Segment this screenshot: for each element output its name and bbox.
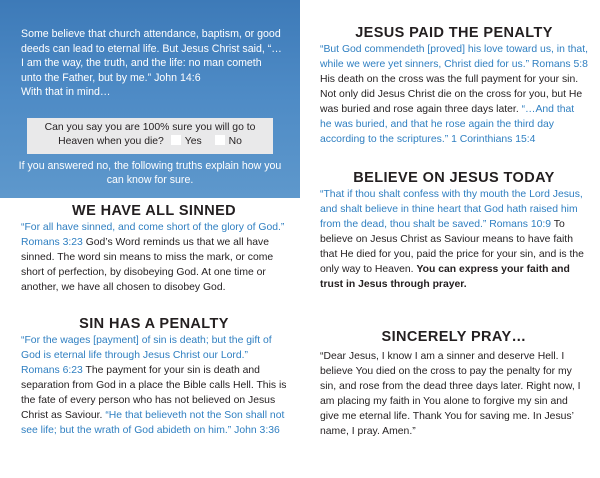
section-jesus-paid-the-penalty: [320, 25, 588, 147]
intro-banner: [0, 0, 300, 198]
scripture-quote-2: “He that believeth not the Son shall not see life; but the wrath of God abideth on him.” John 3:36: [21, 410, 285, 436]
intro-paragraph: Some believe that church attendance, baptism, or good deeds can lead to eternal life. But Jesus Christ said, “…I am the way, the truth, and the life: no man cometh unto the Father, but by me.” John 14:6: [21, 28, 282, 84]
scripture-quote: “That if thou shalt confess with thy mouth the Lord Jesus, and shalt believe in thine heart that God hath raised him from the dead, thou shalt be saved.” Romans 10:9: [320, 189, 583, 230]
explanation-text: The payment for your sin is death and separation from God in a place the Bible calls Hell. This is the fate of every person who has not believed on Jesus Christ as Saviour.: [21, 365, 287, 421]
section-body: [21, 333, 287, 438]
explanation-text: God’s Word reminds us that we all have sinned. The word sin means to miss the mark, or come short of perfection, by disobeying God. At one time or another, we have all chosen to disobey God.: [21, 237, 274, 293]
section-body: [320, 187, 588, 292]
intro-text: [21, 27, 283, 100]
section-heading: JESUS PAID THE PENALTY: [355, 25, 553, 41]
assurance-question-box: [27, 118, 273, 154]
no-label: No: [228, 136, 242, 147]
yes-checkbox[interactable]: [171, 135, 181, 145]
yes-label: Yes: [184, 136, 202, 147]
scripture-quote: “For the wages [payment] of sin is death; but the gift of God is eternal life through Jesus Christ our Lord.” Romans 6:23: [21, 335, 272, 376]
section-sin-has-a-penalty: [21, 316, 287, 438]
prayer-invitation: You can express your faith and trust in Jesus through prayer.: [320, 264, 570, 290]
section-believe-on-jesus-today: [320, 170, 588, 292]
scripture-quote-2: “…And that he was buried, and that he rose again the third day according to the scriptures.” 1 Corinthians 15:4: [320, 104, 575, 145]
explanation-text: His death on the cross was the full payment for your sin. Not only did Jesus Christ die on the cross for you, but He was buried and rose again three days later.: [320, 74, 583, 115]
section-body: [320, 42, 588, 147]
section-we-have-all-sinned: [21, 203, 287, 295]
section-heading: BELIEVE ON JESUS TODAY: [353, 170, 555, 186]
answer-note: If you answered no, the following truths explain how you can know for sure.: [18, 160, 282, 186]
scripture-quote: “But God commendeth [proved] his love toward us, in that, while we were yet sinners, Christ died for us.” Romans 5:8: [320, 44, 588, 70]
section-heading: SINCERELY PRAY…: [381, 329, 527, 345]
sample-prayer: “Dear Jesus, I know I am a sinner and deserve Hell. I believe You died on the cross to pay the penalty for my sin, and rose from the dead three days later. Right now, I am placing my faith in You alone to forgive my sin and give me eternal life. Thank You for saving me. In Jesus’ name, I pray. Amen.”: [320, 351, 581, 437]
section-heading: WE HAVE ALL SINNED: [71, 203, 237, 219]
section-heading: SIN HAS A PENALTY: [79, 316, 229, 332]
intro-transition: With that in mind…: [21, 86, 111, 98]
section-body: [21, 220, 287, 295]
no-checkbox[interactable]: [215, 135, 225, 145]
scripture-quote: “For all have sinned, and come short of the glory of God.” Romans 3:23: [21, 222, 285, 248]
assurance-question: Can you say you are 100% sure you will go to Heaven when you die?: [44, 122, 256, 147]
explanation-text: To believe on Jesus Christ as Saviour means to have faith that He died for you, paid the price for your sin, and is the only way to Heaven.: [320, 219, 584, 275]
section-sincerely-pray: [320, 329, 588, 439]
